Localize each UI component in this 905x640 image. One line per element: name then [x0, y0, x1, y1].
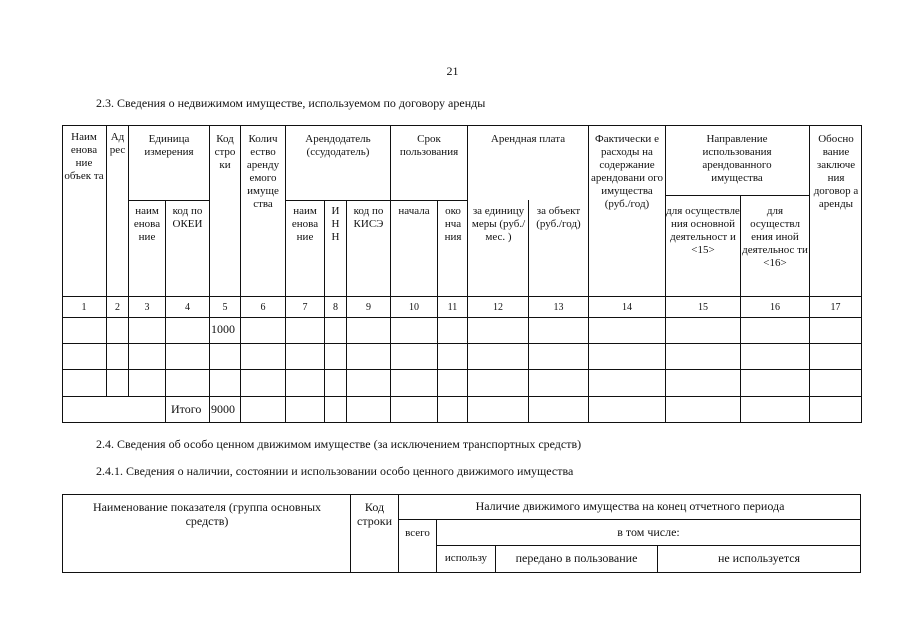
row-code-1000: 1000 [211, 323, 235, 336]
col-number: 2 [115, 302, 120, 313]
header-lessor-inn: И Н Н [331, 205, 340, 243]
header-availability: Наличие движимого имущества на конец отчетного периода [475, 500, 785, 513]
section-2-4-title: 2.4. Сведения об особо ценном движимом имуществе (за исключением транспортных средств) [96, 437, 582, 451]
col-number: 6 [260, 302, 266, 313]
header-unit-group: Единица измерения [144, 133, 194, 158]
header-indicator-name: Наименование показателя (группа основных средств) [92, 500, 322, 528]
header-term-end: око нча ния [444, 205, 462, 243]
header-row-code: Код стро ки [214, 133, 236, 171]
header-object-name: Наим енова ние объек та [64, 131, 104, 182]
col-number: 11 [447, 302, 458, 313]
header-term-group: Срок пользования [399, 133, 459, 158]
header-unit-name: наим енова ние [133, 205, 161, 243]
col-number: 17 [830, 302, 841, 313]
col-number: 15 [698, 302, 708, 313]
col-number: 3 [144, 302, 150, 313]
header-rent-group: Арендная плата [490, 133, 566, 145]
header-row-code: Код строки [357, 500, 392, 528]
section-2-4-1-title: 2.4.1. Сведения о наличии, состоянии и использовании особо ценного движимого имущества [96, 464, 574, 478]
header-transferred: передано в пользование [515, 552, 638, 565]
header-total: всего [405, 527, 430, 539]
total-label: Итого [171, 403, 202, 416]
header-lessor-group: Арендодатель (ссудодатель) [305, 133, 371, 158]
header-rent-unit: за единицу меры (руб./мес. ) [471, 205, 526, 243]
header-in-use: использу [444, 552, 488, 564]
header-including: в том числе: [617, 526, 680, 539]
col-number: 7 [302, 302, 308, 313]
col-number: 12 [493, 302, 503, 313]
header-lessor-kise: код по КИСЭ [353, 205, 384, 230]
page-number: 21 [446, 64, 459, 78]
col-number: 14 [622, 302, 632, 313]
col-number: 10 [409, 302, 419, 313]
header-quantity: Колич ество аренду емого имуще ства [246, 133, 280, 210]
section-2-3-title: 2.3. Сведения о недвижимом имуществе, используемом по договору аренды [96, 96, 486, 110]
header-justification: Обосно вание заключе ния договор а аренды [813, 133, 859, 210]
total-code: 9000 [211, 403, 235, 416]
header-unit-okei: код по ОКЕИ [172, 205, 203, 230]
col-number: 5 [222, 302, 228, 313]
header-not-used: не используется [717, 552, 801, 565]
col-number: 16 [770, 302, 780, 313]
header-rent-object: за объект (руб./год) [536, 205, 581, 230]
header-lessor-name: наим енова ние [291, 205, 319, 243]
col-number: 4 [185, 302, 190, 313]
header-direction-other: для осуществл ения иной деятельнос ти <16> [742, 205, 808, 269]
header-term-start: начала [398, 205, 430, 217]
col-number: 1 [81, 302, 87, 313]
header-direction-main: для осуществле ния основной деятельност и <15> [666, 205, 740, 256]
col-number: 9 [366, 302, 371, 313]
header-expenses: Фактически е расходы на содержание арендовани ого имущества (руб./год) [591, 133, 663, 210]
col-number: 13 [553, 302, 564, 313]
header-address: Ад рес [109, 131, 126, 156]
col-number: 8 [333, 302, 338, 313]
header-direction-group: Направление использования арендованного имущества [702, 133, 772, 184]
